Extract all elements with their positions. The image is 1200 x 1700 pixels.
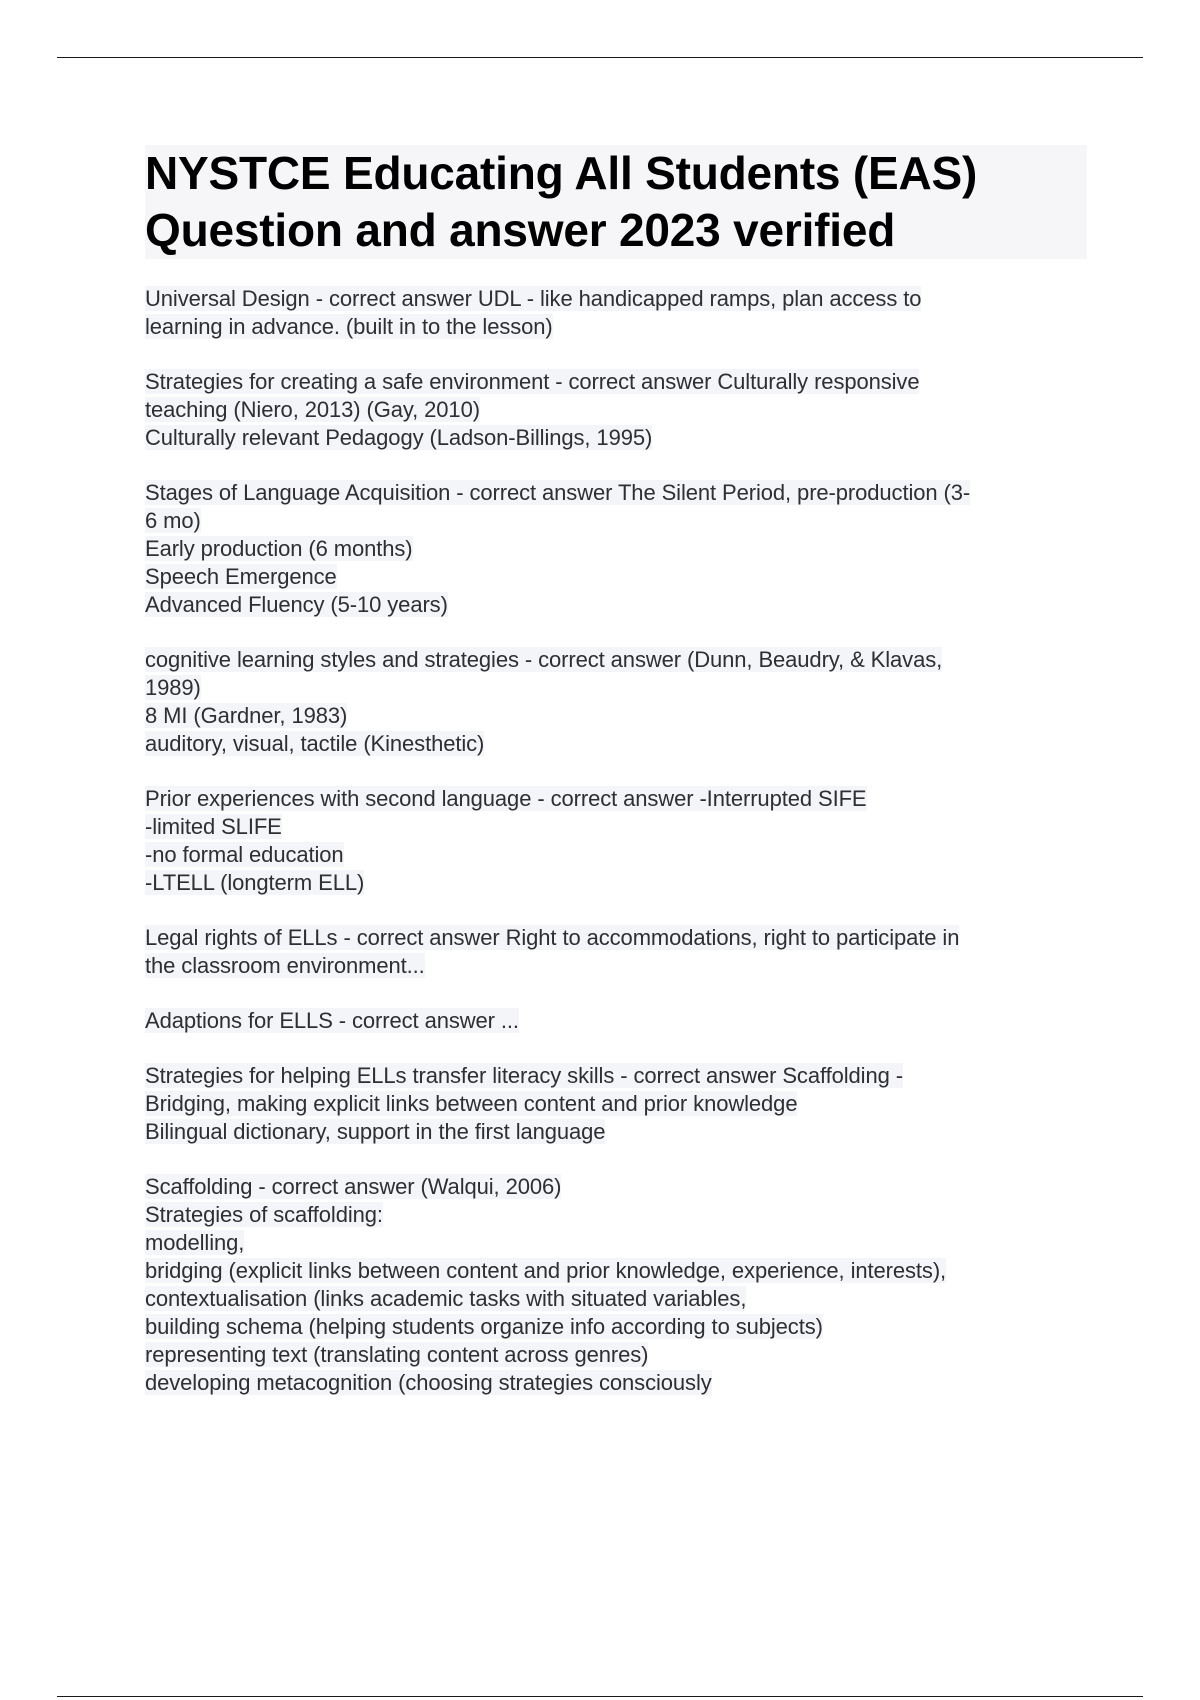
document-title [145, 145, 1087, 259]
qa-line: 1989) [145, 675, 201, 700]
qa-line: 8 MI (Gardner, 1983) [145, 703, 348, 728]
qa-entry-prior-experiences [145, 785, 1095, 897]
qa-line: Prior experiences with second language - correct answer -Interrupted SIFE [145, 786, 867, 811]
qa-line: teaching (Niero, 2013) (Gay, 2010) [145, 397, 480, 422]
qa-entry-transfer-literacy [145, 1062, 1095, 1146]
qa-line: Strategies for creating a safe environment - correct answer Culturally responsive [145, 369, 920, 394]
qa-line: building schema (helping students organize info according to subjects) [145, 1314, 823, 1339]
qa-line: -no formal education [145, 842, 344, 867]
qa-line: Early production (6 months) [145, 536, 413, 561]
qa-line: Stages of Language Acquisition - correct answer The Silent Period, pre-production (3- [145, 480, 971, 505]
qa-line: contextualisation (links academic tasks with situated variables, [145, 1286, 747, 1311]
qa-line: Universal Design - correct answer UDL - like handicapped ramps, plan access to [145, 286, 922, 311]
qa-entry-language-acquisition [145, 479, 1095, 619]
qa-line: Speech Emergence [145, 564, 337, 589]
qa-line: modelling, [145, 1230, 245, 1255]
title-line: NYSTCE Educating All Students (EAS) [145, 147, 978, 199]
qa-line: Bilingual dictionary, support in the first language [145, 1119, 606, 1144]
qa-line: Strategies of scaffolding: [145, 1202, 383, 1227]
qa-line: Adaptions for ELLS - correct answer ... [145, 1008, 519, 1033]
qa-line: Advanced Fluency (5-10 years) [145, 592, 448, 617]
qa-line: -limited SLIFE [145, 814, 282, 839]
qa-line: representing text (translating content across genres) [145, 1342, 649, 1367]
qa-entry-learning-styles [145, 646, 1095, 758]
qa-line: Bridging, making explicit links between content and prior knowledge [145, 1091, 798, 1116]
qa-entry-scaffolding [145, 1173, 1095, 1397]
qa-line: learning in advance. (built in to the lesson) [145, 314, 553, 339]
bottom-divider [57, 1696, 1143, 1697]
qa-list [145, 285, 1095, 1424]
qa-line: Culturally relevant Pedagogy (Ladson-Billings, 1995) [145, 425, 653, 450]
qa-line: developing metacognition (choosing strategies consciously [145, 1370, 712, 1395]
qa-line: Strategies for helping ELLs transfer literacy skills - correct answer Scaffolding - [145, 1063, 903, 1088]
qa-line: bridging (explicit links between content and prior knowledge, experience, interests), [145, 1258, 947, 1283]
qa-line: 6 mo) [145, 508, 201, 533]
qa-line: -LTELL (longterm ELL) [145, 870, 365, 895]
qa-entry-legal-rights [145, 924, 1095, 980]
qa-line: cognitive learning styles and strategies - correct answer (Dunn, Beaudry, & Klavas, [145, 647, 943, 672]
qa-entry-safe-environment [145, 368, 1095, 452]
qa-line: Legal rights of ELLs - correct answer Right to accommodations, right to participate in [145, 925, 960, 950]
title-line: Question and answer 2023 verified [145, 204, 896, 256]
qa-entry-universal-design [145, 285, 1095, 341]
top-divider [57, 57, 1143, 58]
qa-line: Scaffolding - correct answer (Walqui, 2006) [145, 1174, 562, 1199]
qa-entry-adaptions [145, 1007, 1095, 1035]
qa-line: the classroom environment... [145, 953, 425, 978]
qa-line: auditory, visual, tactile (Kinesthetic) [145, 731, 485, 756]
